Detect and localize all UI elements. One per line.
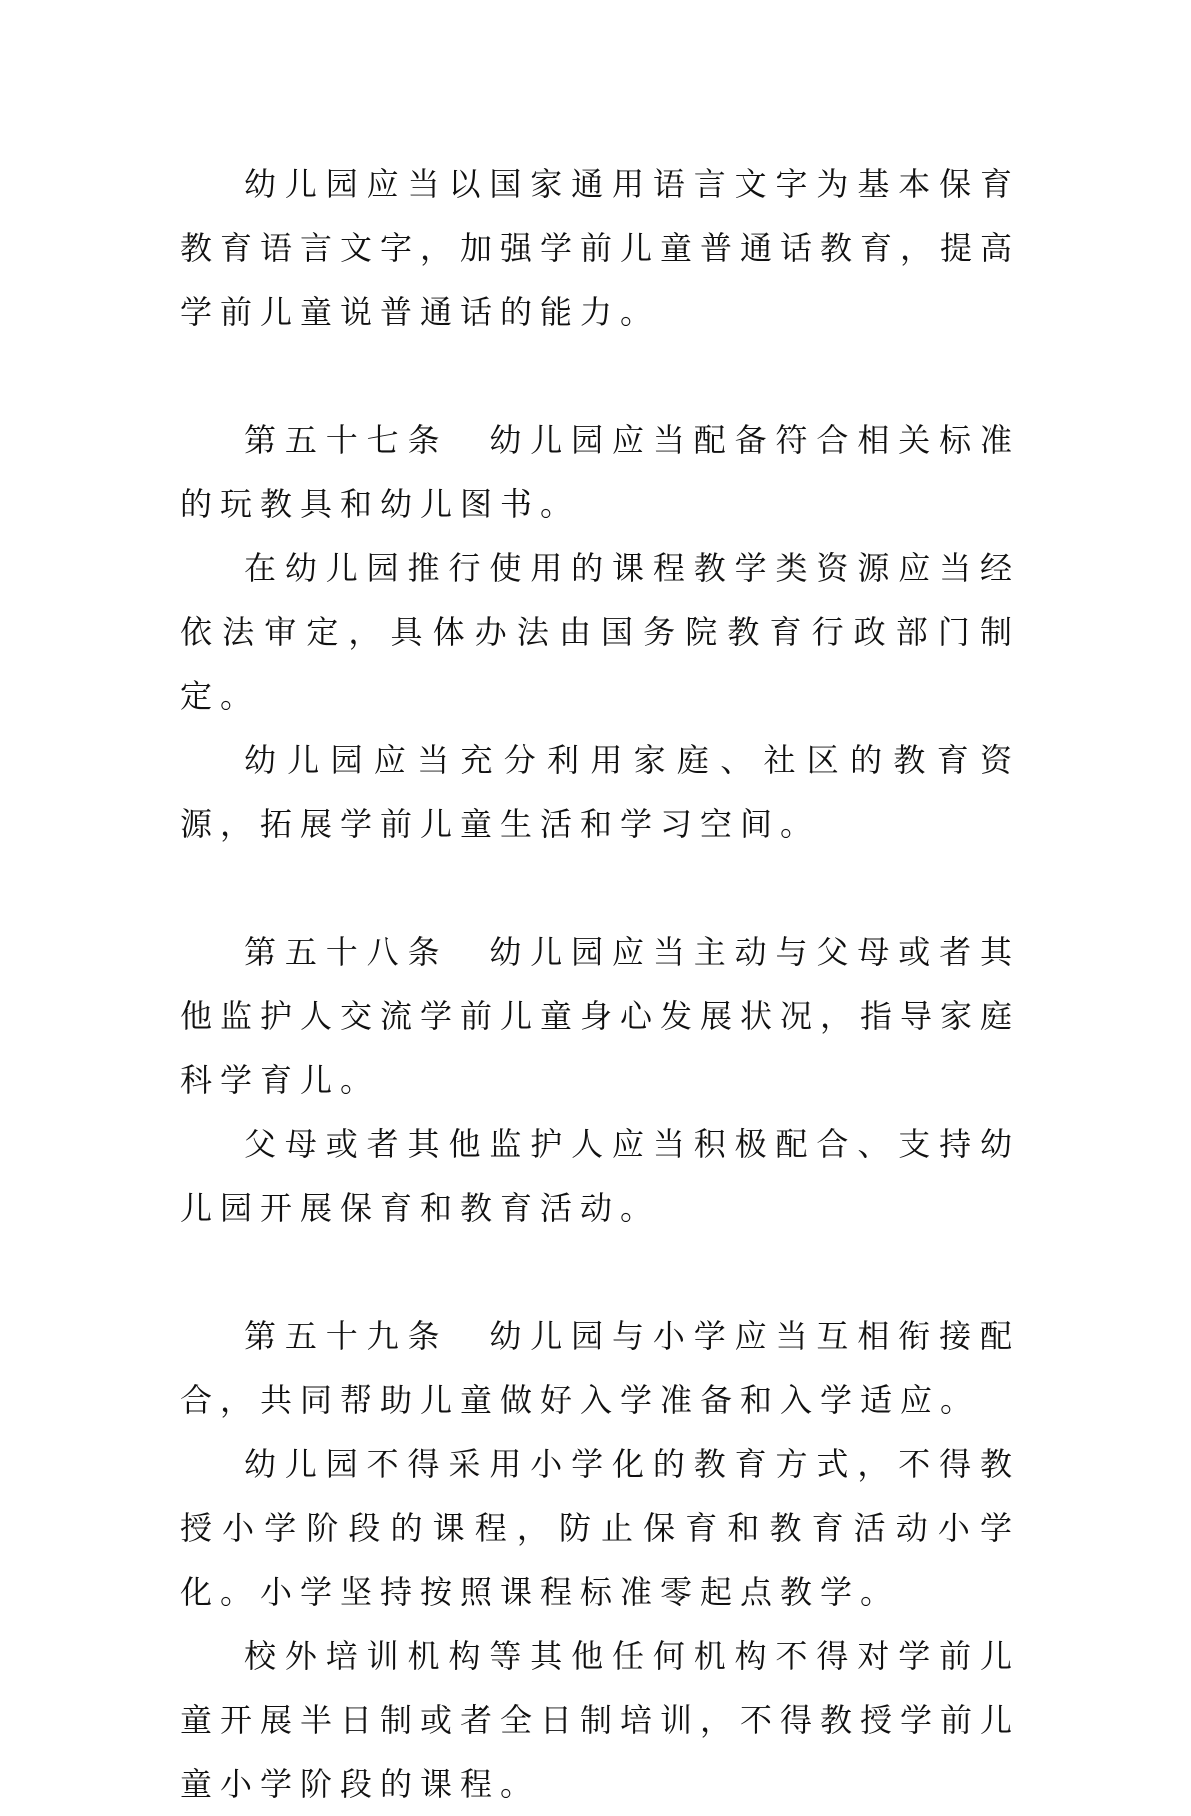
article-58-paragraph-2: 父母或者其他监护人应当积极配合、支持幼儿园开展保育和教育活动。 bbox=[180, 1125, 1020, 1227]
article-58 bbox=[180, 920, 1020, 1240]
article-59-paragraph-2: 幼儿园不得采用小学化的教育方式，不得教授小学阶段的课程，防止保育和教育活动小学化。小学坚持按照课程标准零起点教学。 bbox=[180, 1445, 1020, 1611]
article-57 bbox=[180, 408, 1020, 856]
article-58-paragraph-1: 第五十八条 幼儿园应当主动与父母或者其他监护人交流学前儿童身心发展状况，指导家庭科学育儿。 bbox=[180, 933, 1021, 1099]
paragraph-language: 幼儿园应当以国家通用语言文字为基本保育教育语言文字，加强学前儿童普通话教育，提高学前儿童说普通话的能力。 bbox=[180, 165, 1021, 331]
document-body bbox=[180, 152, 1020, 1816]
article-57-paragraph-2: 在幼儿园推行使用的课程教学类资源应当经依法审定，具体办法由国务院教育行政部门制定。 bbox=[180, 549, 1020, 715]
article-59-paragraph-1: 第五十九条 幼儿园与小学应当互相衔接配合，共同帮助儿童做好入学准备和入学适应。 bbox=[180, 1317, 1020, 1419]
article-57-paragraph-1: 第五十七条 幼儿园应当配备符合相关标准的玩教具和幼儿图书。 bbox=[180, 421, 1020, 523]
article-59 bbox=[180, 1304, 1020, 1816]
article-57-paragraph-3: 幼儿园应当充分利用家庭、社区的教育资源，拓展学前儿童生活和学习空间。 bbox=[180, 741, 1020, 843]
article-59-paragraph-3: 校外培训机构等其他任何机构不得对学前儿童开展半日制或者全日制培训，不得教授学前儿童小学阶段的课程。 bbox=[180, 1637, 1021, 1803]
